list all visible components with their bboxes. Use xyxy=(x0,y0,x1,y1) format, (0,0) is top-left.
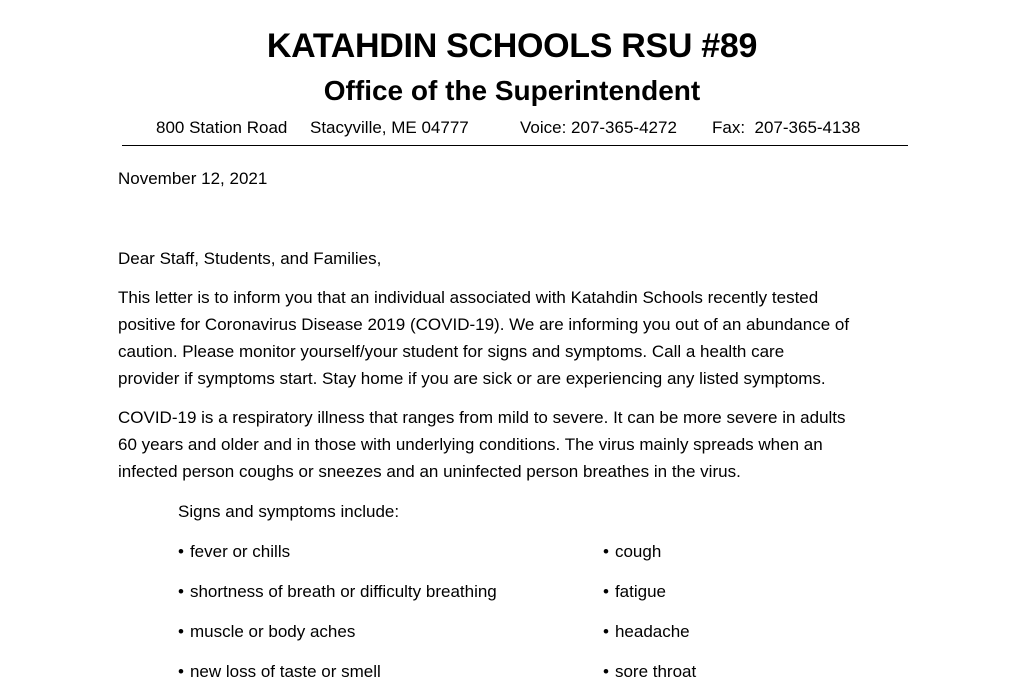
street-address: 800 Station Road xyxy=(156,118,288,137)
letterhead-divider xyxy=(122,145,908,146)
contact-line xyxy=(156,117,860,139)
salutation: Dear Staff, Students, and Families, xyxy=(118,249,382,268)
city-address: Stacyville, ME 04777 xyxy=(310,118,469,137)
bullet-icon: • xyxy=(603,582,609,601)
symptom-label: new loss of taste or smell xyxy=(189,662,381,681)
paragraph-line: caution. Please monitor yourself/your student for signs and symptoms. Call a health care xyxy=(118,342,785,361)
symptom-label: fever or chills xyxy=(189,542,291,561)
symptom-item xyxy=(603,578,666,605)
symptom-item xyxy=(603,618,690,645)
voice-phone: Voice: 207-365-4272 xyxy=(520,118,677,137)
paragraph-line: COVID-19 is a respiratory illness that ranges from mild to severe. It can be more severe in adults xyxy=(118,408,846,427)
symptom-item xyxy=(603,658,696,685)
symptom-item xyxy=(178,538,290,565)
bullet-icon: • xyxy=(178,582,184,601)
symptom-label: cough xyxy=(614,542,662,561)
symptom-item xyxy=(603,538,661,565)
letter-date: November 12, 2021 xyxy=(118,169,268,188)
symptom-label: headache xyxy=(614,622,690,641)
office-title: Office of the Superintendent xyxy=(323,75,701,106)
symptom-label: fatigue xyxy=(614,582,666,601)
bullet-icon: • xyxy=(178,662,184,681)
organization-title: KATAHDIN SCHOOLS RSU #89 xyxy=(266,27,758,65)
symptom-label: muscle or body aches xyxy=(189,622,356,641)
symptoms-heading: Signs and symptoms include: xyxy=(178,502,400,521)
paragraph-line: This letter is to inform you that an individual associated with Katahdin Schools recently tested xyxy=(118,288,819,307)
paragraph-notification xyxy=(118,284,918,392)
symptom-item xyxy=(178,618,355,645)
paragraph-line: 60 years and older and in those with underlying conditions. The virus mainly spreads when an xyxy=(118,435,823,454)
paragraph-covid-info xyxy=(118,404,918,485)
paragraph-line: infected person coughs or sneezes and an uninfected person breathes in the virus. xyxy=(118,462,741,481)
fax-number: Fax: 207-365-4138 xyxy=(712,118,861,137)
symptom-item xyxy=(178,578,497,605)
paragraph-line: provider if symptoms start. Stay home if you are sick or are experiencing any listed symptoms. xyxy=(118,369,826,388)
symptom-label: sore throat xyxy=(614,662,697,681)
bullet-icon: • xyxy=(178,622,184,641)
bullet-icon: • xyxy=(603,622,609,641)
paragraph-line: positive for Coronavirus Disease 2019 (COVID-19). We are informing you out of an abundance of xyxy=(118,315,850,334)
bullet-icon: • xyxy=(178,542,184,561)
symptom-item xyxy=(178,658,381,685)
bullet-icon: • xyxy=(603,542,609,561)
bullet-icon: • xyxy=(603,662,609,681)
symptom-label: shortness of breath or difficulty breathing xyxy=(189,582,497,601)
